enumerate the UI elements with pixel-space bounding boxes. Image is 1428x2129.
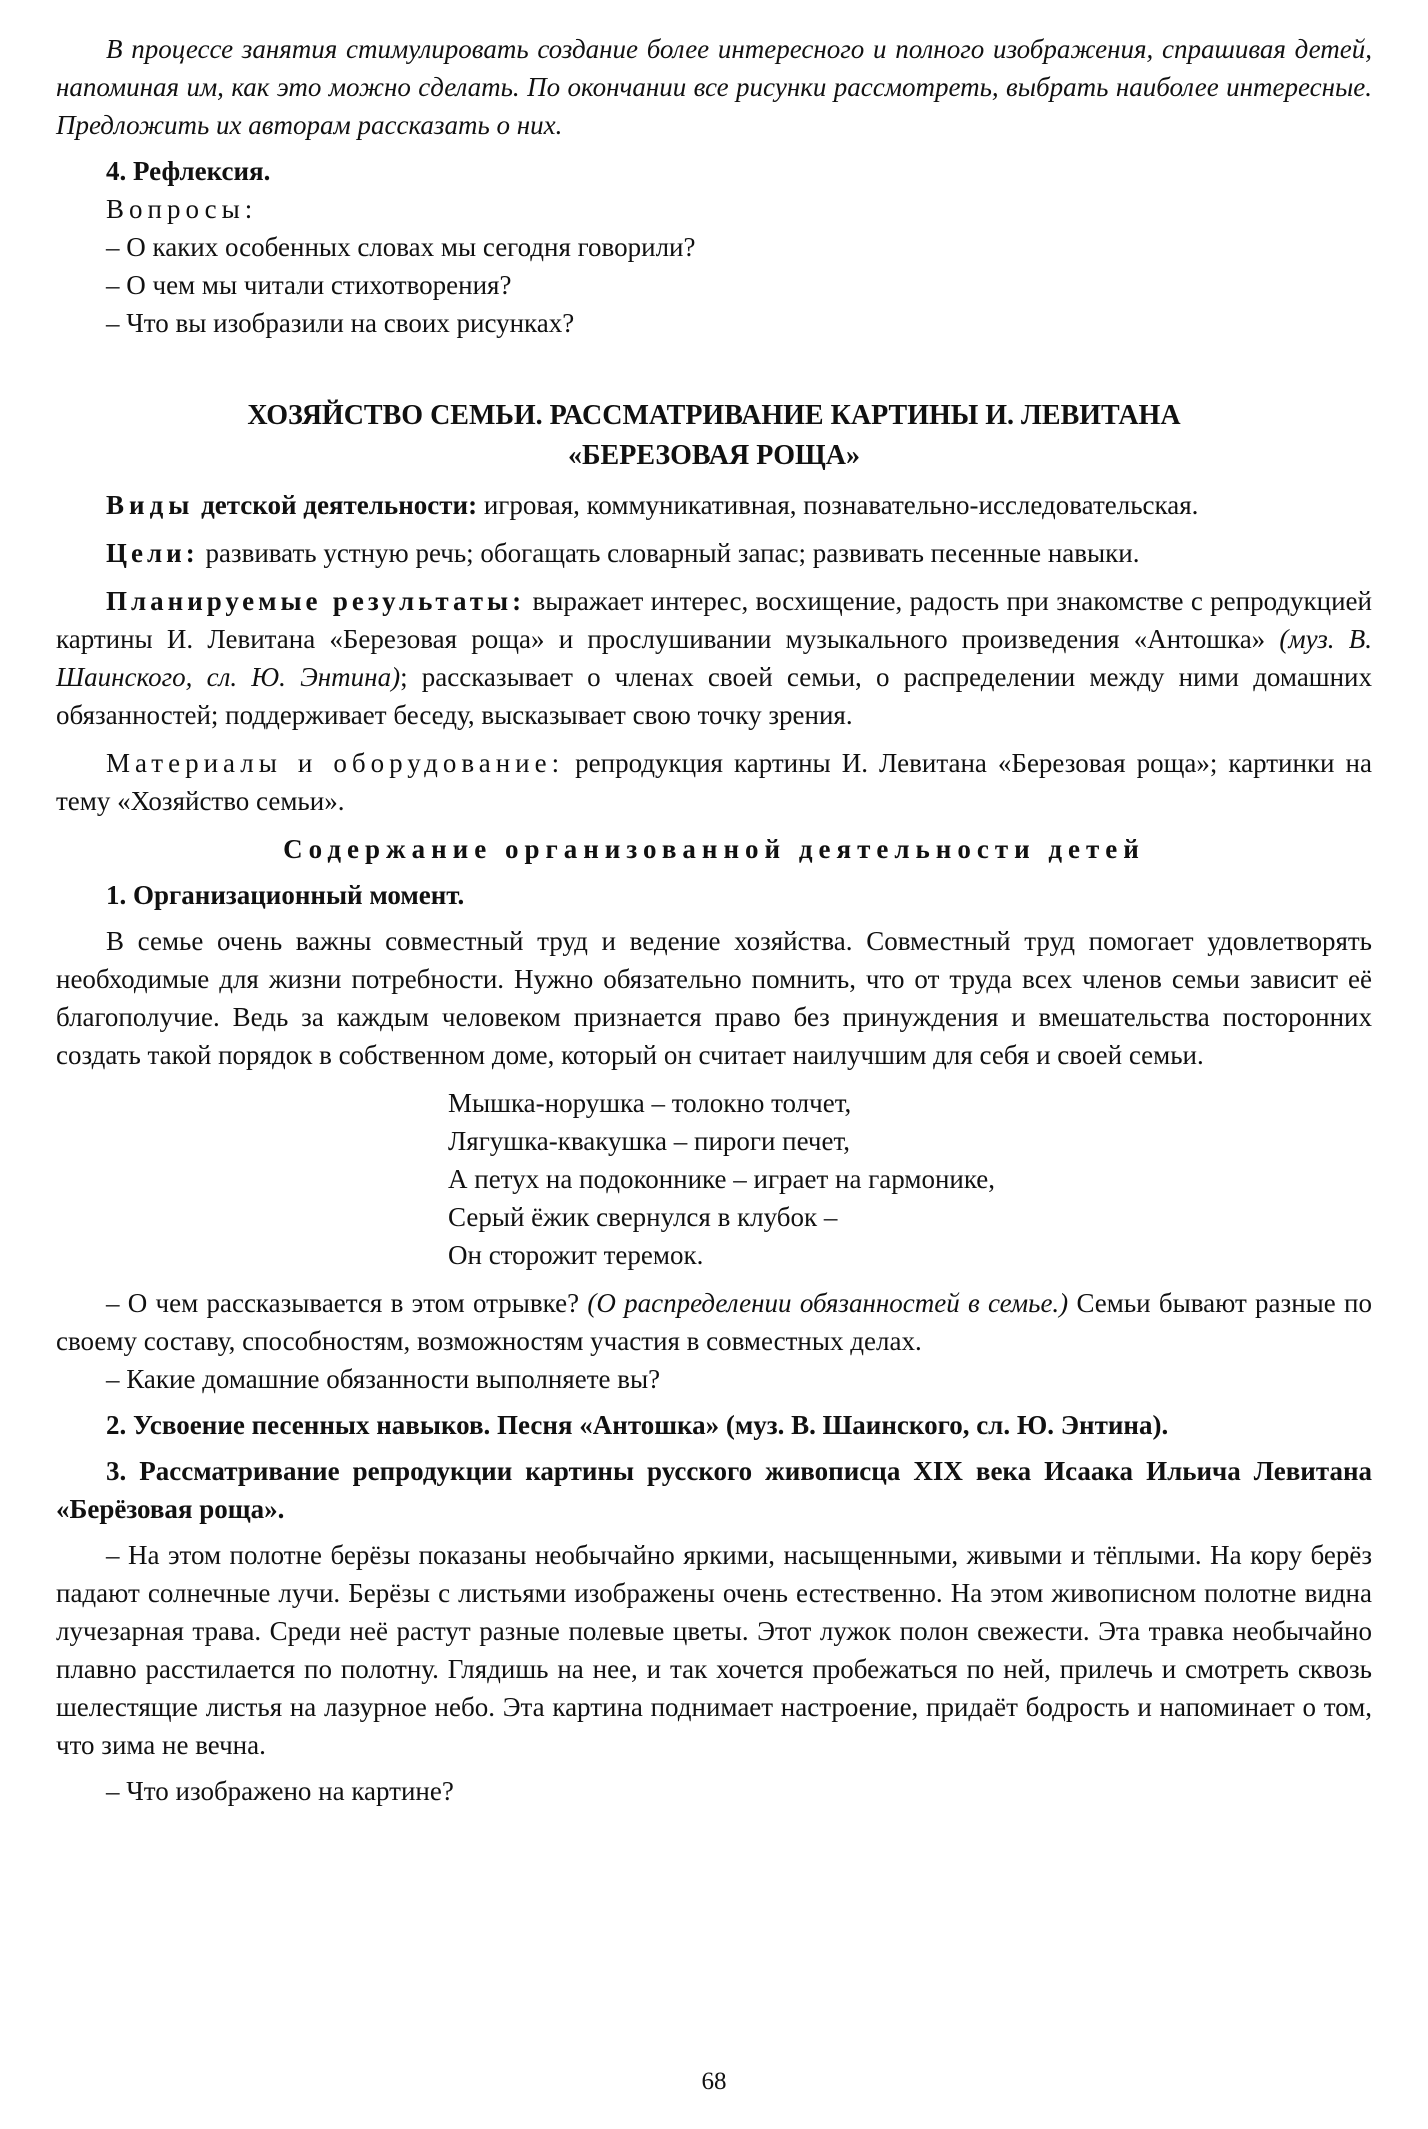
poem-line: Серый ёжик свернулся в клубок –	[448, 1202, 838, 1232]
poem-line: Мышка-норушка – толокно толчет,	[448, 1088, 852, 1118]
poem-line: Он сторожит теремок.	[448, 1240, 704, 1270]
step2-heading: 2. Усвоение песенных навыков. Песня «Антошка» (муз. В. Шаинского, сл. Ю. Энтина).	[106, 1410, 1169, 1440]
poem-line: Лягушка-квакушка – пироги печет,	[448, 1126, 851, 1156]
q1-end: Семьи бывают разные по своему составу, способностям, возможностям участия в совместных делах.	[56, 1288, 1372, 1356]
activity-label-spaced: Виды	[106, 490, 195, 520]
activity-text: игровая, коммуникативная, познавательно-исследовательская.	[477, 490, 1199, 520]
results-text: выражает интерес, восхищение, радость при знакомстве с репродукцией картины И. Левитана «Березовая роща» и прослушивании музыкального произведения «Антошка»	[56, 586, 1372, 654]
discussion-question-1	[56, 1284, 1372, 1360]
materials-text: репродукция картины И. Левитана «Березовая роща»; картинки на тему «Хозяйство семьи».	[56, 748, 1372, 816]
section-title-line: ХОЗЯЙСТВО СЕМЬИ. РАССМАТРИВАНИЕ КАРТИНЫ И. ЛЕВИТАНА	[247, 400, 1181, 431]
questions-label: Вопросы:	[106, 194, 258, 224]
section-title-line: «БЕРЕЗОВАЯ РОЩА»	[568, 440, 860, 471]
results-text-italic: (муз. В. Шаинского, сл. Ю. Энтина)	[56, 624, 1372, 692]
step1-paragraph: В семье очень важны совместный труд и ведение хозяйства. Совместный труд помогает удовлетворять необходимые для жизни потребности. Нужно обязательно помнить, что от труда всех членов семьи зависит её благополучие. Ведь за каждым человеком признается право без принуждения и вмешательства посторонних создать такой порядок в собственном доме, который он считает наилучшим для себя и своей семьи.	[56, 926, 1372, 1070]
step3-heading: 3. Рассматривание репродукции картины русского живописца XIX века Исаака Ильича Левитана «Берёзовая роща».	[56, 1456, 1372, 1524]
activity-label: детской деятельности:	[194, 490, 478, 520]
intro-paragraph: В процессе занятия стимулировать создание более интересного и полного изображения, спрашивая детей, напоминая им, как это можно сделать. По окончании все рисунки рассмотреть, выбрать наиболее интересные. Предложить их авторам рассказать о них.	[56, 34, 1372, 140]
results-label: Планируемые результаты:	[106, 586, 526, 616]
step1-heading: 1. Организационный момент.	[106, 880, 465, 910]
goals	[56, 534, 1372, 572]
q1-answer: (О распределении обязанностей в семье.)	[587, 1288, 1069, 1318]
poem	[448, 1084, 1372, 1274]
reflection-heading: 4. Рефлексия.	[106, 156, 271, 186]
step3-paragraph: – На этом полотне берёзы показаны необычайно яркими, насыщенными, живыми и тёплыми. На кору берёз падают солнечные лучи. Берёзы с листьями изображены очень естественно. На этом живописном полотне видна лучезарная трава. Среди неё растут разные полевые цветы. Этот лужок полон свежести. Эта травка необычайно плавно расстилается по полотну. Глядишь на нее, и так хочется пробежаться по ней, прилечь и смотреть сквозь шелестящие листья на лазурное небо. Эта картина поднимает настроение, придаёт бодрость и напоминает о том, что зима не вечна.	[56, 1540, 1372, 1760]
goals-label: Цели:	[106, 538, 199, 568]
section-title	[56, 396, 1372, 476]
planned-results	[56, 582, 1372, 734]
step3-question: – Что изображено на картине?	[106, 1776, 454, 1806]
discussion-question-2: – Какие домашние обязанности выполняете вы?	[106, 1364, 661, 1394]
materials-label: Материалы и оборудование:	[106, 748, 565, 778]
reflection-question: – О каких особенных словах мы сегодня говорили?	[106, 232, 696, 262]
activity-types	[56, 486, 1372, 524]
page-number: 68	[701, 2068, 727, 2095]
content-heading: Содержание организованной деятельности детей	[283, 834, 1145, 864]
reflection-question: – Что вы изобразили на своих рисунках?	[106, 308, 575, 338]
reflection-question: – О чем мы читали стихотворения?	[106, 270, 512, 300]
goals-text: развивать устную речь; обогащать словарный запас; развивать песенные навыки.	[198, 538, 1140, 568]
q1-start: – О чем рассказывается в этом отрывке?	[106, 1288, 588, 1318]
materials	[56, 744, 1372, 820]
results-text-end: ; рассказывает о членах своей семьи, о распределении между ними домашних обязанностей; поддерживает беседу, высказывает свою точку зрения.	[56, 662, 1372, 730]
poem-line: А петух на подоконнике – играет на гармонике,	[448, 1164, 996, 1194]
